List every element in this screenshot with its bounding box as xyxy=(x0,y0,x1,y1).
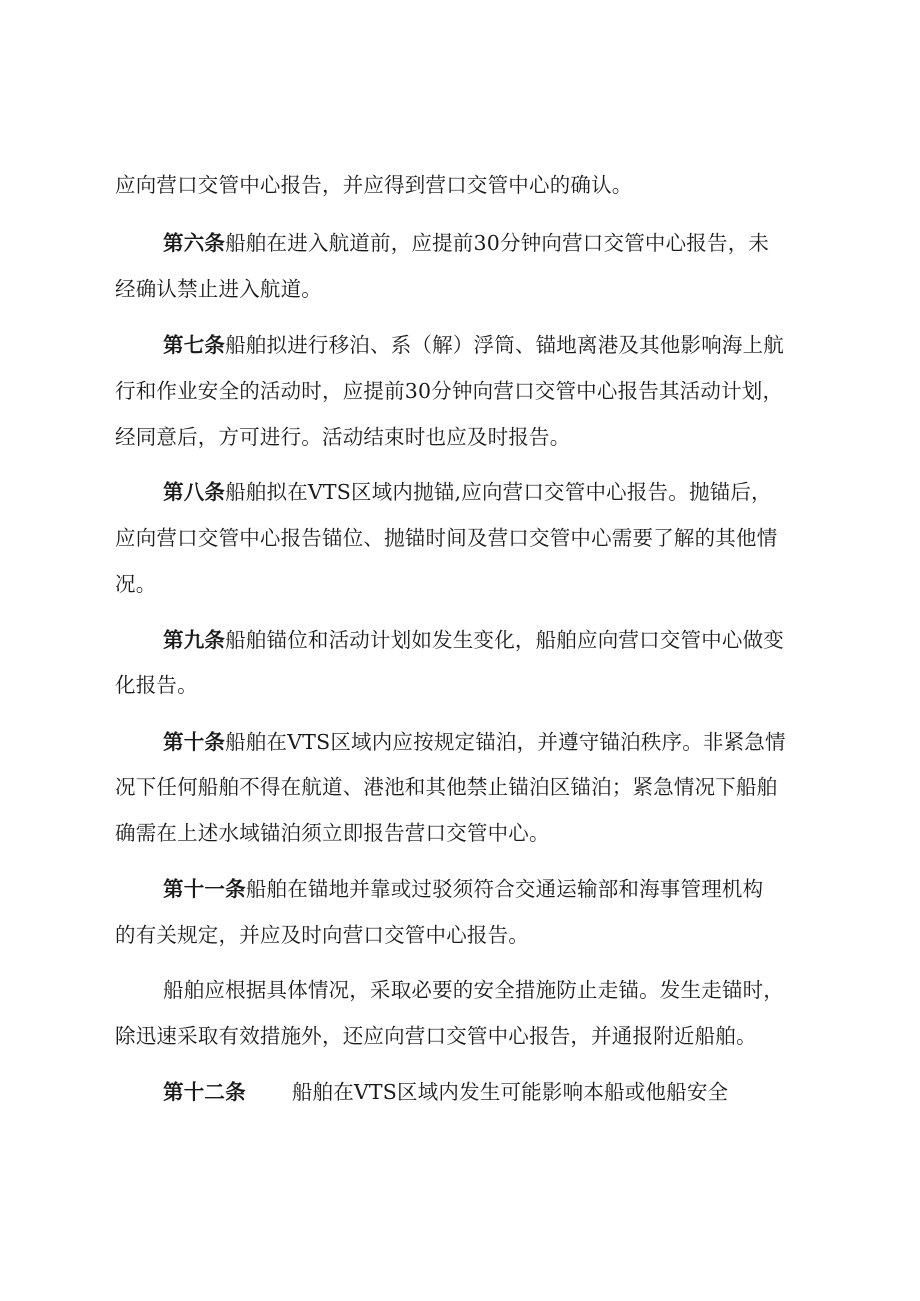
article-number: 第九条 xyxy=(163,628,226,652)
article-number: 第八条 xyxy=(163,480,226,504)
line-text: 况。 xyxy=(115,572,157,596)
line-text: 船舶拟进行移泊、系（解）浮筒、锚地离港及其他影响海上航 xyxy=(225,333,785,357)
text-line xyxy=(115,917,529,953)
text-line xyxy=(115,167,633,203)
line-text: 船舶拟在VTS区域内抛锚,应向营口交管中心报告。抛锚后， xyxy=(225,480,772,504)
line-text: 经确认禁止进入航道。 xyxy=(115,277,322,301)
article-line xyxy=(163,622,784,658)
article-number: 第七条 xyxy=(163,333,226,357)
article-line xyxy=(163,327,784,363)
line-text: 船舶应根据具体情况，采取必要的安全措施防止走锚。发生走锚时， xyxy=(163,978,784,1002)
line-text: 行和作业安全的活动时，应提前30分钟向营口交管中心报告其活动计划， xyxy=(115,379,784,403)
line-text: 船舶在进入航道前，应提前30分钟向营口交管中心报告，未 xyxy=(225,231,770,255)
article-line xyxy=(163,474,772,510)
line-text: 应向营口交管中心报告锚位、抛锚时间及营口交管中心需要了解的其他情 xyxy=(115,526,778,550)
line-text: 船舶在VTS区域内发生可能影响本船或他船安全 xyxy=(291,1080,729,1104)
article-line xyxy=(163,1074,728,1110)
line-text: 船舶在锚地并靠或过驳须符合交通运输部和海事管理机构 xyxy=(245,877,764,901)
line-text: 化报告。 xyxy=(115,673,198,697)
line-text: 除迅速采取有效措施外，还应向营口交管中心报告，并通报附近船舶。 xyxy=(115,1024,757,1048)
text-line xyxy=(163,972,784,1008)
text-line xyxy=(115,815,550,851)
line-text: 确需在上述水域锚泊须立即报告营口交管中心。 xyxy=(115,821,550,845)
article-number: 第十条 xyxy=(163,730,226,754)
text-line xyxy=(115,271,322,307)
article-number: 第十二条 xyxy=(163,1080,246,1104)
text-line xyxy=(115,520,777,556)
line-text: 的有关规定，并应及时向营口交管中心报告。 xyxy=(115,923,529,947)
article-line xyxy=(163,871,763,907)
line-text: 船舶在VTS区域内应按规定锚泊，并遵守锚泊秩序。非紧急情 xyxy=(225,730,786,754)
text-line xyxy=(115,1018,757,1054)
text-line xyxy=(115,667,198,703)
text-line xyxy=(115,566,156,602)
line-text: 经同意后，方可进行。活动结束时也应及时报告。 xyxy=(115,425,571,449)
text-line xyxy=(115,373,783,409)
article-line xyxy=(163,724,786,760)
line-text: 船舶锚位和活动计划如发生变化，船舶应向营口交管中心做变 xyxy=(225,628,785,652)
article-number: 第十一条 xyxy=(163,877,246,901)
article-line xyxy=(163,225,769,261)
line-text: 况下任何船舶不得在航道、港池和其他禁止锚泊区锚泊；紧急情况下船舶 xyxy=(115,775,778,799)
article-number: 第六条 xyxy=(163,231,226,255)
text-line xyxy=(115,419,570,455)
line-text: 应向营口交管中心报告，并应得到营口交管中心的确认。 xyxy=(115,173,633,197)
text-line xyxy=(115,769,777,805)
